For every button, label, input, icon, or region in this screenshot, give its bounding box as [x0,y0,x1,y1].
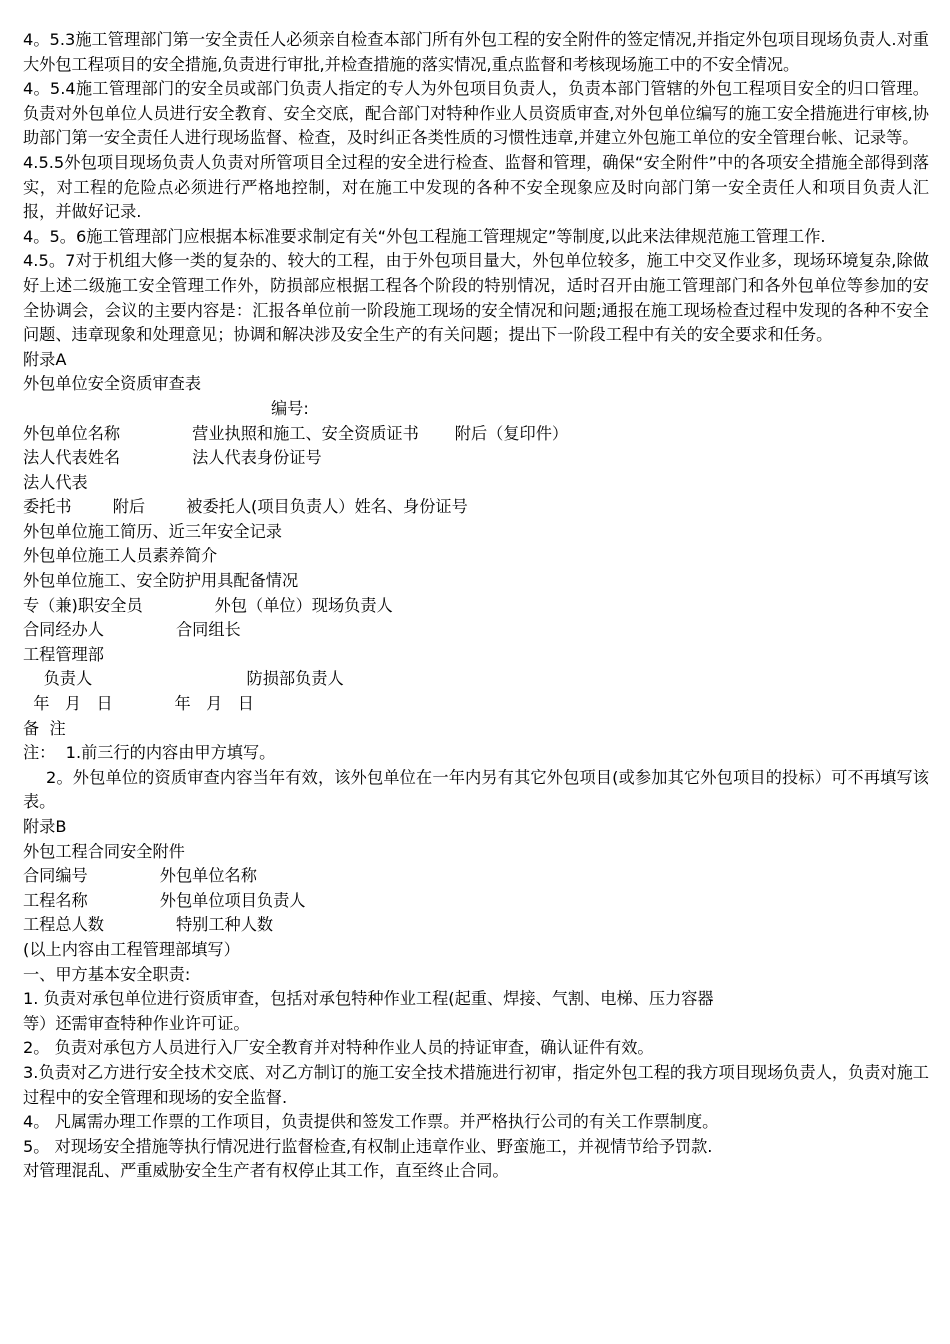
duty-1-continued: 等）还需审查特种作业许可证。 [23,1013,250,1033]
appendix-b-title: 外包工程合同安全附件 [23,841,185,861]
form-line: 合同编号 外包单位名称 [23,866,257,886]
note-2: 2。外包单位的资质审查内容当年有效，该外包单位在一年内另有其它外包项目(或参加其它外包项目的投标）可不再填写该表。 [23,767,929,812]
appendix-a-heading: 附录A [23,349,67,369]
duty-4: 4。 凡属需办理工作票的工作项目，负责提供和签发工作票。并严格执行公司的有关工作票制度。 [23,1112,719,1132]
form-line: 工程总人数 特别工种人数 [23,915,274,935]
form-line: 负责人 防损部负责人 [23,669,344,689]
duties-heading: 一、甲方基本安全职责: [23,964,191,984]
form-line: 外包单位施工、安全防护用具配备情况 [23,571,299,591]
form-line: 法人代表姓名 法人代表身份证号 [23,448,322,468]
form-line: 法人代表 [23,472,88,492]
duty-5: 5。 对现场安全措施等执行情况进行监督检查,有权制止违章作业、野蛮施工，并视情节给予罚款. [23,1136,713,1156]
note-1: 注： 1.前三行的内容由甲方填写。 [23,743,276,763]
duty-2: 2。 负责对承包方人员进行入厂安全教育并对特种作业人员的持证审查，确认证件有效。 [23,1038,654,1058]
form-line: (以上内容由工程管理部填写） [23,939,240,959]
form-line: 合同经办人 合同组长 [23,620,241,640]
form-number-label: 编号: [271,398,309,418]
form-line: 专（兼)职安全员 外包（单位）现场负责人 [23,595,393,615]
clause-4-5-7: 4.5。7对于机组大修一类的复杂的、较大的工程，由于外包项目量大，外包单位较多，施工中交叉作业多，现场环境复杂,除做好上述二级施工安全管理工作外，防损部应根据工程各个阶段的特别情况，适时召开由施工管理部门和各外包单位等参加的安全协调会，会议的主要内容是：汇报各单位前一阶段施工现场的安全情况和问题;通报在施工现场检查过程中发现的各种不安全问题、违章现象和处理意见；协调和解决涉及安全生产的有关问题；提出下一阶段工程中有关的安全要求和任务。 [23,251,929,345]
form-line: 年 月 日 年 月 日 [23,694,254,714]
appendix-a-title: 外包单位安全资质审查表 [23,374,202,394]
clause-4-5-4: 4。5.4施工管理部门的安全员或部门负责人指定的专人为外包项目负责人，负责本部门管辖的外包工程项目安全的归口管理。负责对外包单位人员进行安全教育、安全交底，配合部门对特种作业人员资质审查,对外包单位编写的施工安全措施进行审核,协助部门第一安全责任人进行现场监督、检查，及时纠正各类性质的习惯性违章,并建立外包施工单位的安全管理台帐、记录等。 [23,79,929,148]
form-line: 外包单位施工人员素养简介 [23,546,218,566]
form-line: 备 注 [23,718,66,738]
form-line: 工程管理部 [23,644,104,664]
clause-4-5-5: 4.5.5外包项目现场负责人负责对所管项目全过程的安全进行检查、监督和管理，确保“安全附件”中的各项安全措施全部得到落实，对工程的危险点必须进行严格地控制，对在施工中发现的各种不安全现象应及时向部门第一安全责任人和项目负责人汇报，并做好记录. [23,152,929,222]
duty-1: 1. 负责对承包单位进行资质审查，包括对承包特种作业工程(起重、焊接、气割、电梯、压力容器 [23,989,714,1009]
duty-3: 3.负责对乙方进行安全技术交底、对乙方制订的施工安全技术措施进行初审，指定外包工程的我方项目现场负责人，负责对施工过程中的安全管理和现场的安全监督. [23,1062,929,1107]
clause-4-5-3: 4。5.3施工管理部门第一安全责任人必须亲自检查本部门所有外包工程的安全附件的签定情况,并指定外包项目现场负责人.对重大外包工程项目的安全措施,负责进行审批,并检查措施的落实情况,重点监督和考核现场施工中的不安全情况。 [23,30,929,74]
clause-4-5-6: 4。5。6施工管理部门应根据本标准要求制定有关“外包工程施工管理规定”等制度,以此来法律规范施工管理工作. [23,226,826,246]
appendix-b-heading: 附录B [23,817,67,836]
form-line: 外包单位施工简历、近三年安全记录 [23,521,282,541]
form-line: 工程名称 外包单位项目负责人 [23,890,306,910]
document-page [23,28,929,1184]
form-line: 外包单位名称 营业执照和施工、安全资质证书 附后（复印件） [23,423,569,443]
form-line: 委托书 附后 被委托人(项目负责人）姓名、身份证号 [23,497,468,517]
duty-5-continued: 对管理混乱、严重威胁安全生产者有权停止其工作，直至终止合同。 [23,1161,509,1181]
